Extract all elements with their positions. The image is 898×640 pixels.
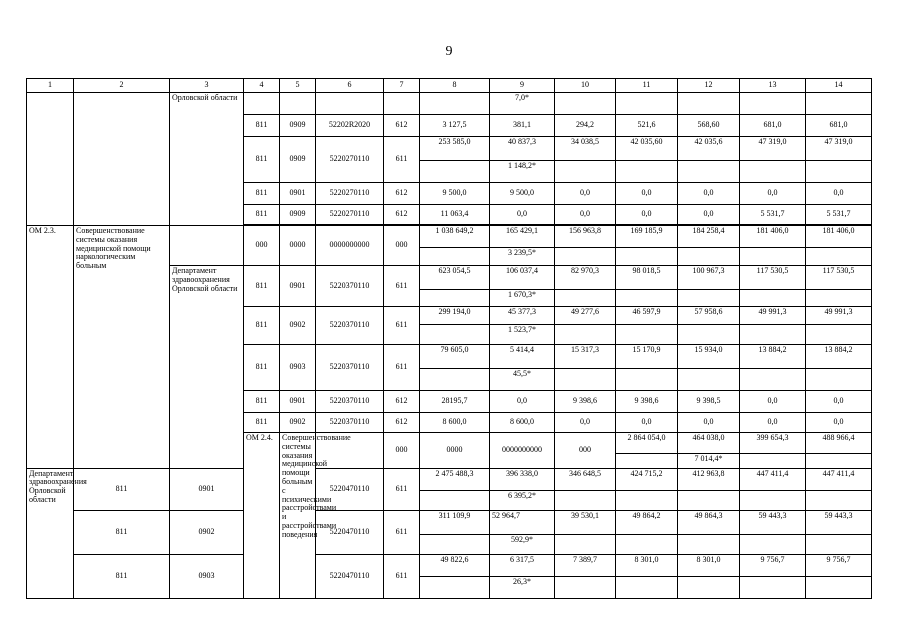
value-cell: 15 317,3 — [555, 345, 616, 369]
value-cell: 0902 — [280, 307, 316, 345]
value-cell: 82 970,3 — [555, 266, 616, 290]
value-cell: 811 — [244, 115, 280, 137]
value-cell: 396 338,0 — [490, 468, 555, 490]
value-cell: 5220470110 — [316, 554, 384, 598]
value-cell: 0,0 — [678, 413, 740, 433]
value-cell: 9 756,7 — [806, 554, 872, 576]
value-cell: 34 038,5 — [555, 137, 616, 161]
header-cell: 2 — [74, 79, 170, 93]
value-cell: 49 991,3 — [740, 307, 806, 325]
value-cell: 9 500,0 — [490, 183, 555, 205]
value-cell: 612 — [384, 391, 420, 413]
value-cell: 568,60 — [678, 115, 740, 137]
value-cell: 15 934,0 — [678, 345, 740, 369]
value-cell: 811 — [244, 266, 280, 307]
table-row — [27, 93, 872, 115]
value-cell: 2 475 488,3 — [420, 468, 490, 490]
value-cell: 311 109,9 — [420, 510, 490, 534]
value-cell: 169 185,9 — [616, 226, 678, 248]
value-cell: 5220370110 — [316, 266, 384, 307]
value-cell: 165 429,1 — [490, 226, 555, 248]
header-cell: 13 — [740, 79, 806, 93]
value-cell: 5220470110 — [316, 510, 384, 554]
value-cell: 0,0 — [678, 183, 740, 205]
value-cell: 49 277,6 — [555, 307, 616, 325]
value-cell: 0,0 — [740, 391, 806, 413]
value-cell: 9 398,5 — [678, 391, 740, 413]
header-cell: 12 — [678, 79, 740, 93]
footnote-value-cell: 26,3* — [490, 576, 555, 598]
header-cell: 6 — [316, 79, 384, 93]
value-cell: 98 018,5 — [616, 266, 678, 290]
value-cell: 15 170,9 — [616, 345, 678, 369]
value-cell: 681,0 — [740, 115, 806, 137]
value-cell: 0,0 — [616, 413, 678, 433]
footnote-value-cell: 592,9* — [490, 534, 555, 554]
code-cell: ОМ 2.4. — [244, 433, 280, 599]
value-cell: 0903 — [280, 345, 316, 391]
value-cell: 13 884,2 — [806, 345, 872, 369]
value-cell: 294,2 — [555, 115, 616, 137]
value-cell: 57 958,6 — [678, 307, 740, 325]
value-cell: 9 398,6 — [555, 391, 616, 413]
value-cell: 611 — [384, 345, 420, 391]
value-cell: 488 966,4 — [806, 433, 872, 454]
value-cell: 612 — [384, 183, 420, 205]
value-cell: 1 038 649,2 — [420, 226, 490, 248]
value-cell: 811 — [244, 183, 280, 205]
header-cell: 10 — [555, 79, 616, 93]
header-cell: 7 — [384, 79, 420, 93]
value-cell: 49 991,3 — [806, 307, 872, 325]
value-cell: 0,0 — [678, 205, 740, 225]
value-cell: 811 — [244, 307, 280, 345]
value-cell: 0,0 — [490, 391, 555, 413]
page-number: 9 — [445, 44, 453, 59]
footnote-value-cell: 6 395,2* — [490, 490, 555, 510]
value-cell: 0000 — [280, 226, 316, 266]
dept-cell: Департамент здравоохранения Орловской области — [170, 266, 244, 469]
value-cell: 3 127,5 — [420, 115, 490, 137]
value-cell: 0903 — [170, 554, 244, 598]
value-cell: 0901 — [280, 391, 316, 413]
value-cell: 0909 — [280, 137, 316, 183]
value-cell: 9 398,6 — [616, 391, 678, 413]
value-cell: 447 411,4 — [806, 468, 872, 490]
value-cell: 000 — [555, 433, 616, 469]
value-cell: 8 600,0 — [420, 413, 490, 433]
header-cell: 8 — [420, 79, 490, 93]
footnote-value-cell: 1 523,7* — [490, 325, 555, 345]
value-cell: 0000000000 — [490, 433, 555, 469]
value-cell: 0,0 — [806, 183, 872, 205]
footnote-value-cell: 45,5* — [490, 369, 555, 391]
value-cell: 0,0 — [490, 205, 555, 225]
value-cell: 612 — [384, 115, 420, 137]
value-cell: 612 — [384, 413, 420, 433]
value-cell: 5 414,4 — [490, 345, 555, 369]
value-cell: 5 531,7 — [740, 205, 806, 225]
header-cell: 1 — [27, 79, 74, 93]
value-cell: 0,0 — [740, 183, 806, 205]
value-cell: 000 — [384, 226, 420, 266]
value-cell: 8 600,0 — [490, 413, 555, 433]
name-cell: Совершенствование системы оказания медицинской помощи больным с психическими расстройствами и расстройствами поведения — [280, 433, 316, 599]
value-cell: 000 — [384, 433, 420, 469]
value-cell: 0902 — [170, 510, 244, 554]
value-cell: 0000 — [420, 433, 490, 469]
value-cell: 13 884,2 — [740, 345, 806, 369]
value-cell: 811 — [244, 345, 280, 391]
value-cell: 253 585,0 — [420, 137, 490, 161]
value-cell: 424 715,2 — [616, 468, 678, 490]
value-cell: 0901 — [280, 183, 316, 205]
value-cell: 181 406,0 — [740, 226, 806, 248]
value-cell: 811 — [74, 468, 170, 510]
value-cell: 611 — [384, 137, 420, 183]
value-cell: 811 — [74, 510, 170, 554]
value-cell: 0902 — [280, 413, 316, 433]
value-cell: 0909 — [280, 115, 316, 137]
value-cell: 611 — [384, 554, 420, 598]
value-cell: 11 063,4 — [420, 205, 490, 225]
value-cell: 117 530,5 — [740, 266, 806, 290]
value-cell: 0,0 — [616, 205, 678, 225]
value-cell: 7 389,7 — [555, 554, 616, 576]
code-cell — [27, 93, 74, 226]
header-cell: 14 — [806, 79, 872, 93]
value-cell: 5220370110 — [316, 345, 384, 391]
value-cell: 611 — [384, 510, 420, 554]
value-cell: 0901 — [170, 468, 244, 510]
value-cell: 811 — [244, 137, 280, 183]
value-cell: 79 605,0 — [420, 345, 490, 369]
header-cell: 5 — [280, 79, 316, 93]
dept-cell: Орловской области — [170, 93, 244, 226]
value-cell: 156 963,8 — [555, 226, 616, 248]
value-cell: 0909 — [280, 205, 316, 225]
value-cell: 5220470110 — [316, 468, 384, 510]
value-cell: 5220370110 — [316, 413, 384, 433]
value-cell: 346 648,5 — [555, 468, 616, 490]
name-cell: Совершенствование системы оказания медицинской помощи наркологическим больным — [74, 226, 170, 469]
value-cell: 811 — [74, 554, 170, 598]
value-cell: 0000000000 — [316, 226, 384, 266]
value-cell: 0901 — [280, 266, 316, 307]
value-cell: 117 530,5 — [806, 266, 872, 290]
value-cell: 59 443,3 — [806, 510, 872, 534]
header-cell: 9 — [490, 79, 555, 93]
budget-table — [26, 78, 872, 599]
value-cell: 2 864 054,0 — [616, 433, 678, 454]
value-cell: 6 317,5 — [490, 554, 555, 576]
table-row — [27, 226, 872, 248]
dept-cell: Департамент здравоохранения Орловской области — [27, 468, 74, 598]
value-cell: 811 — [244, 391, 280, 413]
name-cell — [74, 93, 170, 226]
header-cell: 11 — [616, 79, 678, 93]
value-cell: 0,0 — [616, 183, 678, 205]
value-cell: 49 822,6 — [420, 554, 490, 576]
value-cell: 399 654,3 — [740, 433, 806, 454]
value-cell: 811 — [244, 205, 280, 225]
value-cell: 811 — [244, 413, 280, 433]
value-cell: 299 194,0 — [420, 307, 490, 325]
value-cell: 612 — [384, 205, 420, 225]
value-cell: 49 864,2 — [616, 510, 678, 534]
value-cell: 49 864,3 — [678, 510, 740, 534]
value-cell: 52202R2020 — [316, 115, 384, 137]
value-cell: 0,0 — [555, 205, 616, 225]
value-cell: 46 597,9 — [616, 307, 678, 325]
value-cell: 42 035,6 — [678, 137, 740, 161]
value-cell: 5220270110 — [316, 205, 384, 225]
value-cell: 381,1 — [490, 115, 555, 137]
value-cell: 7,0* — [490, 93, 555, 115]
value-cell: 0,0 — [806, 391, 872, 413]
value-cell: 9 500,0 — [420, 183, 490, 205]
value-cell: 611 — [384, 307, 420, 345]
value-cell: 611 — [384, 266, 420, 307]
value-cell: 9 756,7 — [740, 554, 806, 576]
value-cell: 5 531,7 — [806, 205, 872, 225]
value-cell: 447 411,4 — [740, 468, 806, 490]
value-cell: 42 035,60 — [616, 137, 678, 161]
value-cell: 0,0 — [740, 413, 806, 433]
value-cell: 40 837,3 — [490, 137, 555, 161]
value-cell: 45 377,3 — [490, 307, 555, 325]
footnote-value-cell: 1 670,3* — [490, 290, 555, 307]
footnote-value-cell: 3 239,5* — [490, 248, 555, 266]
value-cell: 8 301,0 — [678, 554, 740, 576]
value-cell: 0,0 — [555, 413, 616, 433]
value-cell: 5220270110 — [316, 183, 384, 205]
value-cell: 5220370110 — [316, 391, 384, 413]
value-cell: 5220270110 — [316, 137, 384, 183]
code-cell: ОМ 2.3. — [27, 226, 74, 469]
value-cell: 8 301,0 — [616, 554, 678, 576]
value-cell: 39 530,1 — [555, 510, 616, 534]
value-cell: 184 258,4 — [678, 226, 740, 248]
value-cell: 52 964,7 — [490, 510, 555, 534]
value-cell: 0,0 — [806, 413, 872, 433]
value-cell: 181 406,0 — [806, 226, 872, 248]
value-cell: 28195,7 — [420, 391, 490, 413]
header-row — [27, 79, 872, 93]
table-row — [27, 510, 872, 534]
value-cell: 464 038,0 — [678, 433, 740, 454]
value-cell: 611 — [384, 468, 420, 510]
value-cell: 47 319,0 — [740, 137, 806, 161]
footnote-value-cell: 7 014,4* — [678, 453, 740, 468]
value-cell: 106 037,4 — [490, 266, 555, 290]
value-cell: 681,0 — [806, 115, 872, 137]
value-cell: 47 319,0 — [806, 137, 872, 161]
value-cell: 521,6 — [616, 115, 678, 137]
value-cell: 0,0 — [555, 183, 616, 205]
header-cell: 3 — [170, 79, 244, 93]
table-row — [27, 468, 872, 490]
footnote-value-cell: 1 148,2* — [490, 161, 555, 183]
value-cell: 59 443,3 — [740, 510, 806, 534]
value-cell: 5220370110 — [316, 307, 384, 345]
header-cell: 4 — [244, 79, 280, 93]
value-cell: 000 — [244, 226, 280, 266]
value-cell: 412 963,8 — [678, 468, 740, 490]
value-cell: 100 967,3 — [678, 266, 740, 290]
value-cell: 623 054,5 — [420, 266, 490, 290]
table-row — [27, 554, 872, 576]
